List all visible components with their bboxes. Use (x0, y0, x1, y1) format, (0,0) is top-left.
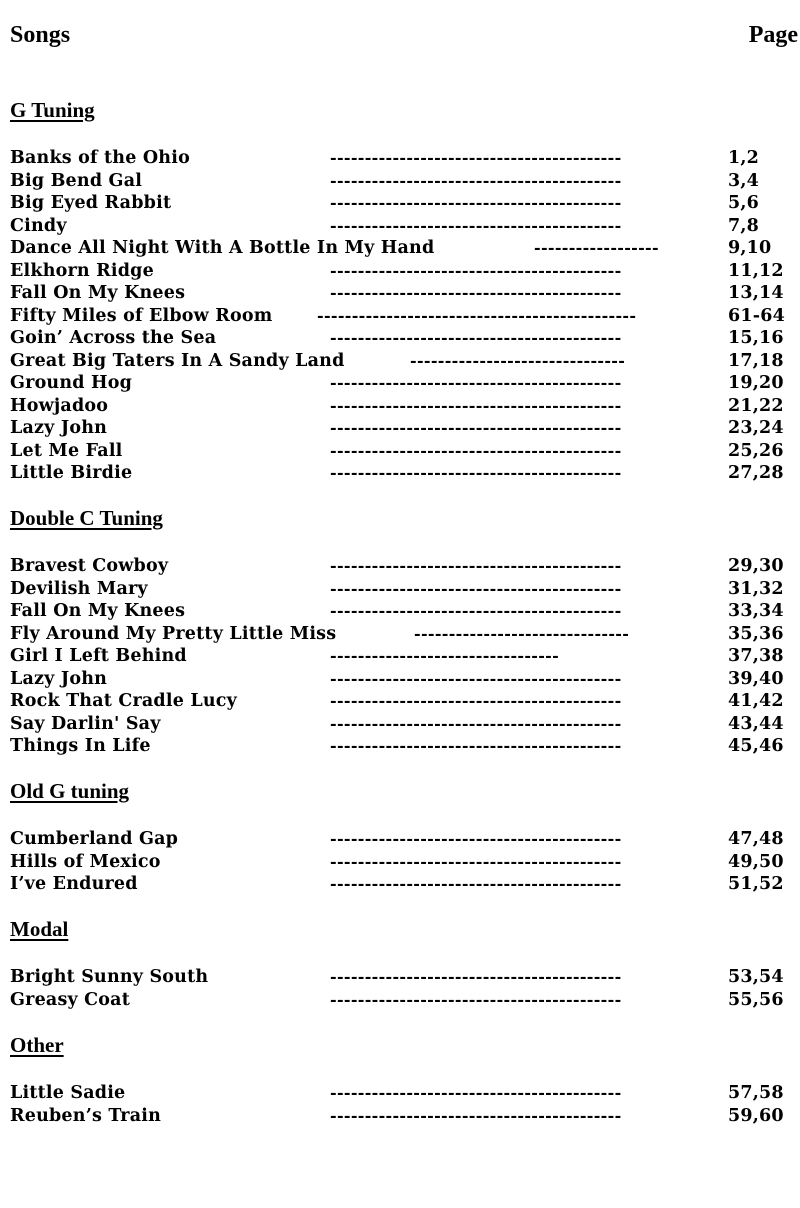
page-header: Page (748, 22, 798, 48)
page-numbers: 59,60 (728, 1105, 784, 1126)
song-row (10, 829, 800, 851)
song-title: Cumberland Gap (10, 829, 179, 849)
song-title: Great Big Taters In A Sandy Land (10, 350, 345, 371)
song-title: Greasy Coat (10, 989, 130, 1010)
song-row (10, 373, 800, 395)
song-row (10, 328, 800, 350)
page-numbers: 17,18 (728, 350, 784, 371)
dot-leader: ------------------------------------------ (330, 418, 622, 437)
song-title: Reuben’s Train (10, 1105, 162, 1126)
song-row (10, 261, 800, 283)
song-title: Hills of Mexico (10, 851, 161, 872)
dot-leader: ------------------------------------------ (330, 829, 622, 848)
page-numbers: 33,34 (728, 601, 784, 621)
song-row (10, 148, 800, 170)
song-title: Things In Life (10, 736, 151, 756)
song-row (10, 967, 800, 989)
song-title: Little Birdie (10, 463, 133, 483)
dot-leader: ------------------------------------------ (330, 215, 622, 235)
song-row (10, 441, 800, 463)
dot-leader: ------------------------------------------ (330, 440, 622, 460)
page-numbers: 61-64 (728, 305, 785, 326)
song-row (10, 418, 800, 440)
page-numbers: 15,16 (728, 328, 784, 348)
dot-leader: ------------------------------------------ (330, 601, 622, 620)
song-row (10, 736, 800, 758)
dot-leader: ------------------------------------------ (330, 1083, 622, 1102)
page-numbers: 51,52 (728, 874, 784, 894)
dot-leader: ------------------------------------------ (330, 851, 622, 871)
song-row (10, 283, 800, 305)
page-numbers: 53,54 (728, 967, 784, 987)
song-row (10, 306, 800, 328)
page-numbers: 45,46 (728, 736, 784, 756)
dot-leader: ------------------------------------------ (330, 395, 622, 415)
song-row (10, 601, 800, 623)
song-row (10, 579, 800, 601)
dot-leader: ------------------------------------------ (330, 556, 622, 575)
dot-leader: ------------------------------------------ (330, 260, 622, 280)
dot-leader: ------------------------------------------ (330, 1105, 622, 1125)
song-row (10, 171, 800, 193)
dot-leader: ------------------------------------------ (330, 713, 622, 733)
song-row (10, 216, 800, 238)
page-numbers: 27,28 (728, 463, 784, 483)
song-row (10, 1106, 800, 1128)
page-numbers: 25,26 (728, 440, 784, 461)
page-numbers: 5,6 (728, 193, 760, 213)
dot-leader: ------------------------------------------ (330, 328, 622, 347)
dot-leader: ------------------------------------------ (330, 874, 622, 893)
song-title: Fall On My Knees (10, 283, 186, 303)
section-title: Modal (10, 917, 69, 941)
song-title: Fifty Miles of Elbow Room (10, 305, 273, 326)
song-row (10, 646, 800, 668)
dot-leader: ------------------ (534, 238, 659, 257)
song-title: Say Darlin' Say (10, 713, 161, 734)
songs-header: Songs (10, 22, 71, 48)
song-title: Let Me Fall (10, 440, 123, 461)
song-title: Big Eyed Rabbit (10, 193, 172, 213)
page-numbers: 23,24 (728, 418, 784, 438)
song-row (10, 874, 800, 896)
song-row (10, 556, 800, 578)
dot-leader: ---------------------------------------------- (317, 305, 637, 325)
song-title: Rock That Cradle Lucy (10, 691, 238, 711)
dot-leader: ------------------------------------------ (330, 463, 622, 482)
page-numbers: 21,22 (728, 395, 784, 416)
page-numbers: 47,48 (728, 829, 784, 849)
page-numbers: 29,30 (728, 556, 784, 576)
song-title: Ground Hog (10, 373, 133, 393)
song-row (10, 351, 800, 373)
song-row (10, 1083, 800, 1105)
song-title: I’ve Endured (10, 874, 138, 894)
song-title: Devilish Mary (10, 578, 148, 599)
song-title: Goin’ Across the Sea (10, 328, 217, 348)
dot-leader: ------------------------------- (414, 623, 630, 643)
song-title: Lazy John (10, 418, 108, 438)
dot-leader: ------------------------------------------ (330, 373, 622, 392)
dot-leader: ------------------------------------------ (330, 668, 622, 688)
song-row (10, 669, 800, 691)
song-row (10, 990, 800, 1012)
song-title: Fly Around My Pretty Little Miss (10, 623, 337, 644)
song-title: Bravest Cowboy (10, 556, 169, 576)
song-row (10, 624, 800, 646)
page-numbers: 37,38 (728, 646, 784, 666)
song-title: Elkhorn Ridge (10, 260, 154, 281)
song-title: Banks of the Ohio (10, 148, 190, 168)
page-numbers: 57,58 (728, 1083, 784, 1103)
song-title: Big Bend Gal (10, 170, 143, 191)
song-title: Cindy (10, 215, 67, 236)
song-title: Little Sadie (10, 1083, 126, 1103)
song-title: Lazy John (10, 668, 108, 689)
dot-leader: ------------------------------------------ (330, 989, 622, 1009)
song-row (10, 852, 800, 874)
page-numbers: 11,12 (728, 260, 784, 281)
dot-leader: ------------------------------------------ (330, 736, 622, 755)
dot-leader: --------------------------------- (330, 646, 560, 665)
song-row (10, 463, 800, 485)
page-numbers: 1,2 (728, 148, 760, 168)
dot-leader: ------------------------------------------ (330, 283, 622, 302)
page-numbers: 7,8 (728, 215, 760, 236)
section-title: Old G tuning (10, 779, 130, 803)
page-numbers: 9,10 (728, 238, 772, 258)
song-title: Dance All Night With A Bottle In My Hand (10, 238, 435, 258)
dot-leader: ------------------------------------------ (330, 578, 622, 598)
section-title: Other (10, 1033, 64, 1057)
page-numbers: 55,56 (728, 989, 784, 1010)
dot-leader: ------------------------------------------ (330, 967, 622, 986)
dot-leader: ------------------------------------------ (330, 170, 622, 190)
page-numbers: 41,42 (728, 691, 784, 711)
page-numbers: 49,50 (728, 851, 784, 872)
dot-leader: ------------------------------------------ (330, 193, 622, 212)
song-row (10, 193, 800, 215)
song-title: Howjadoo (10, 395, 109, 416)
page-numbers: 43,44 (728, 713, 784, 734)
song-row (10, 238, 800, 260)
dot-leader: ------------------------------- (410, 350, 626, 370)
song-title: Fall On My Knees (10, 601, 186, 621)
song-title: Girl I Left Behind (10, 646, 187, 666)
section-title: Double C Tuning (10, 506, 163, 530)
page-numbers: 39,40 (728, 668, 784, 689)
page-numbers: 3,4 (728, 170, 760, 191)
page-numbers: 31,32 (728, 578, 784, 599)
song-row (10, 691, 800, 713)
section-title: G Tuning (10, 98, 95, 122)
dot-leader: ------------------------------------------ (330, 148, 622, 167)
page-numbers: 19,20 (728, 373, 784, 393)
dot-leader: ------------------------------------------ (330, 691, 622, 710)
song-title: Bright Sunny South (10, 967, 209, 987)
page-numbers: 13,14 (728, 283, 784, 303)
page-numbers: 35,36 (728, 623, 784, 644)
song-row (10, 396, 800, 418)
song-row (10, 714, 800, 736)
